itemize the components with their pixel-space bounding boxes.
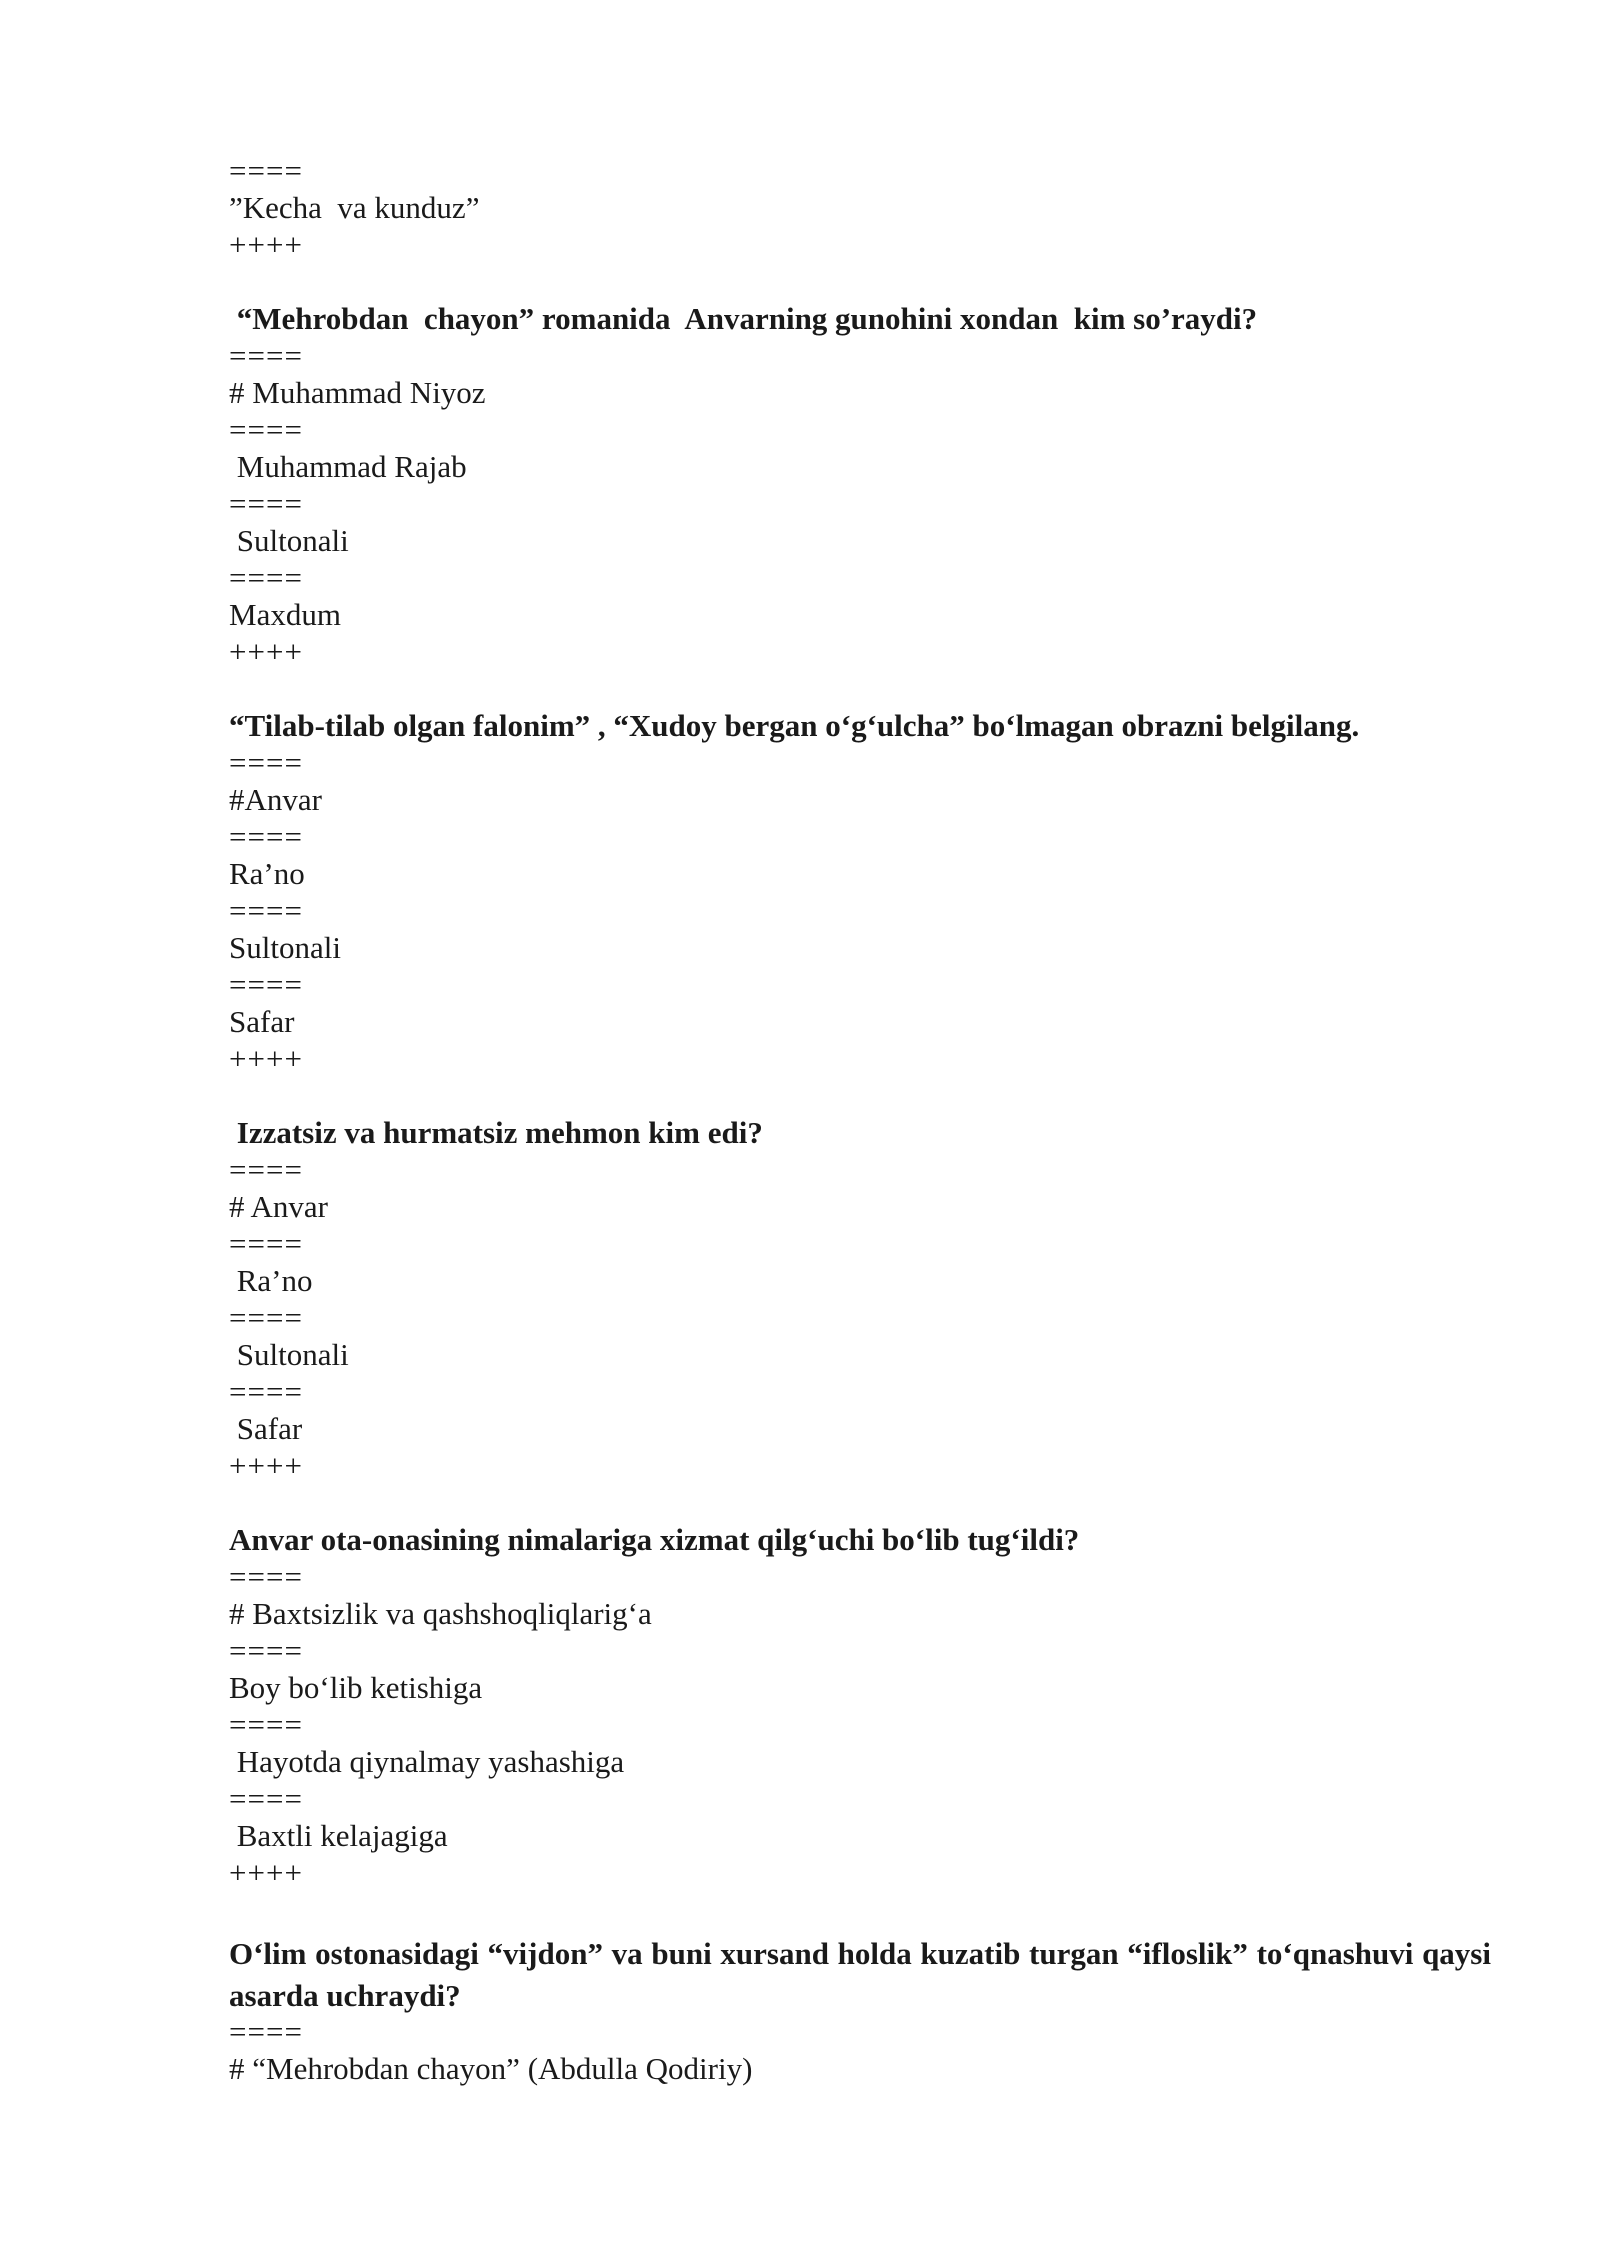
answer-option: Ra’no [229, 1263, 313, 1298]
question-text: O‘lim ostonasidagi “vijdon” va buni xursand holda kuzatib turgan “ifloslik” to‘qnashuvi qaysi asarda uchraydi? [229, 1936, 1491, 2013]
quiz-content [229, 152, 1491, 2087]
answer-option: # Anvar [229, 1189, 329, 1224]
answer-option: Maxdum [229, 597, 341, 632]
answer-option: Sultonali [229, 523, 349, 558]
separator: ==== [229, 819, 303, 854]
separator: ==== [229, 486, 303, 521]
answer-option: Safar [229, 1004, 295, 1039]
question-text: Anvar ota-onasining nimalariga xizmat qilg‘uchi bo‘lib tug‘ildi? [229, 1522, 1080, 1557]
answer-option: # “Mehrobdan chayon” (Abdulla Qodiriy) [229, 2051, 753, 2086]
spacer [229, 263, 1491, 300]
separator: ==== [229, 1300, 303, 1335]
separator: ==== [229, 745, 303, 780]
spacer [229, 1077, 1491, 1114]
spacer [229, 670, 1491, 707]
answer-option: Safar [229, 1411, 303, 1446]
answer-option: # Baxtsizlik va qashshoqliqlarig‘a [229, 1596, 652, 1631]
end-marker: ++++ [229, 1041, 303, 1076]
spacer [229, 1891, 1491, 1933]
answer-option: Sultonali [229, 930, 341, 965]
end-marker: ++++ [229, 1855, 303, 1890]
separator: ==== [229, 412, 303, 447]
answer-option: Baxtli kelajagiga [229, 1818, 448, 1853]
question-text: Izzatsiz va hurmatsiz mehmon kim edi? [229, 1115, 763, 1150]
separator: ==== [229, 1226, 303, 1261]
answer-option: #Anvar [229, 782, 322, 817]
spacer [229, 1484, 1491, 1521]
answer-option: ”Kecha va kunduz” [229, 190, 480, 225]
end-marker: ++++ [229, 634, 303, 669]
separator: ==== [229, 1559, 303, 1594]
separator: ==== [229, 1152, 303, 1187]
separator: ==== [229, 1633, 303, 1668]
end-marker: ++++ [229, 227, 303, 262]
separator: ==== [229, 893, 303, 928]
question-text: “Tilab-tilab olgan falonim” , “Xudoy bergan o‘g‘ulcha” bo‘lmagan obrazni belgilang. [229, 708, 1360, 743]
separator: ==== [229, 1781, 303, 1816]
answer-option: Sultonali [229, 1337, 349, 1372]
end-marker: ++++ [229, 1448, 303, 1483]
answer-option: Muhammad Rajab [229, 449, 467, 484]
separator: ==== [229, 967, 303, 1002]
question-text: “Mehrobdan chayon” romanida Anvarning gunohini xondan kim so’raydi? [229, 301, 1258, 336]
answer-option: Ra’no [229, 856, 305, 891]
answer-option: Hayotda qiynalmay yashashiga [229, 1744, 625, 1779]
separator: ==== [229, 1374, 303, 1409]
separator: ==== [229, 338, 303, 373]
separator: ==== [229, 1707, 303, 1742]
separator: ==== [229, 153, 303, 188]
separator: ==== [229, 2014, 303, 2049]
answer-option: Boy bo‘lib ketishiga [229, 1670, 483, 1705]
separator: ==== [229, 560, 303, 595]
answer-option: # Muhammad Niyoz [229, 375, 486, 410]
